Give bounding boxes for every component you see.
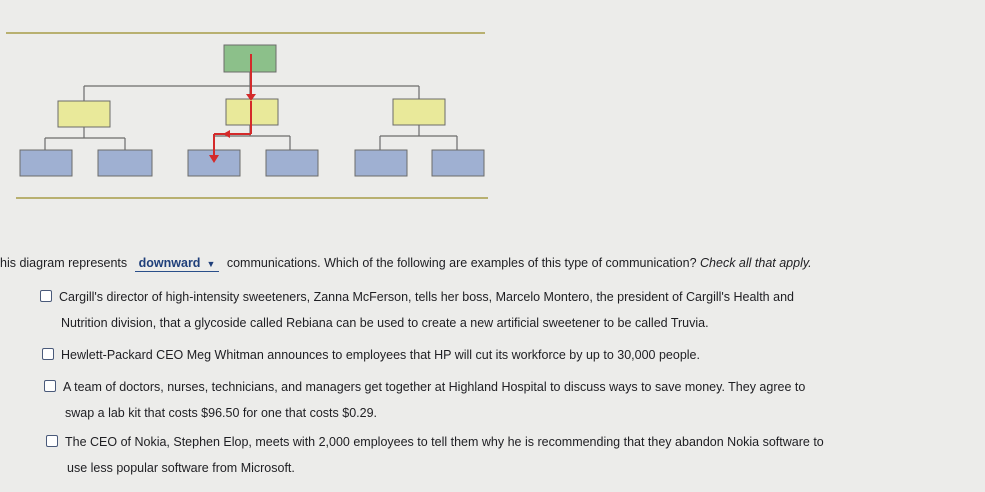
option-3-text-line1: A team of doctors, nurses, technicians, and managers get together at Highland Hospital to discuss ways to save money. They agree to	[63, 380, 806, 394]
option-1-text-line1: Cargill's director of high-intensity sweeteners, Zanna McFerson, tells her boss, Marcelo Montero, the president of Cargill's Health and	[59, 290, 794, 304]
answer-option-2	[42, 342, 902, 368]
dropdown-value: downward	[138, 256, 201, 270]
option-3-checkbox[interactable]	[44, 380, 56, 392]
option-4-checkbox[interactable]	[46, 435, 58, 447]
answer-option-4	[46, 429, 906, 481]
chevron-down-icon: ▼	[206, 259, 216, 269]
employee-box-6	[432, 150, 484, 176]
employee-box-4	[266, 150, 318, 176]
answer-option-3	[44, 374, 904, 426]
option-2-checkbox[interactable]	[42, 348, 54, 360]
employee-box-1	[20, 150, 72, 176]
communication-direction-dropdown[interactable]	[135, 256, 220, 272]
question-suffix: communications. Which of the following are examples of this type of communication?	[226, 256, 697, 270]
question-text	[0, 256, 812, 272]
option-1-text-line2: Nutrition division, that a glycoside called Rebiana can be used to create a new artificial sweetener to be called Truvia.	[61, 316, 709, 330]
option-3-text-line2: swap a lab kit that costs $96.50 for one that costs $0.29.	[65, 406, 377, 420]
option-4-text-line2: use less popular software from Microsoft.	[67, 461, 295, 475]
option-2-text-line1: Hewlett-Packard CEO Meg Whitman announces to employees that HP will cut its workforce by up to 30,000 people.	[61, 348, 700, 362]
question-prefix: his diagram represents	[0, 256, 128, 270]
answer-option-1	[40, 284, 900, 336]
mid-manager-box-right	[393, 99, 445, 125]
option-4-text-line1: The CEO of Nokia, Stephen Elop, meets with 2,000 employees to tell them why he is recommending that they abandon Nokia software to	[65, 435, 824, 449]
mid-manager-box-left	[58, 101, 110, 127]
option-1-checkbox[interactable]	[40, 290, 52, 302]
employee-box-5	[355, 150, 407, 176]
question-instruction: Check all that apply.	[700, 256, 812, 270]
employee-box-2	[98, 150, 152, 176]
org-chart-diagram	[0, 0, 495, 210]
